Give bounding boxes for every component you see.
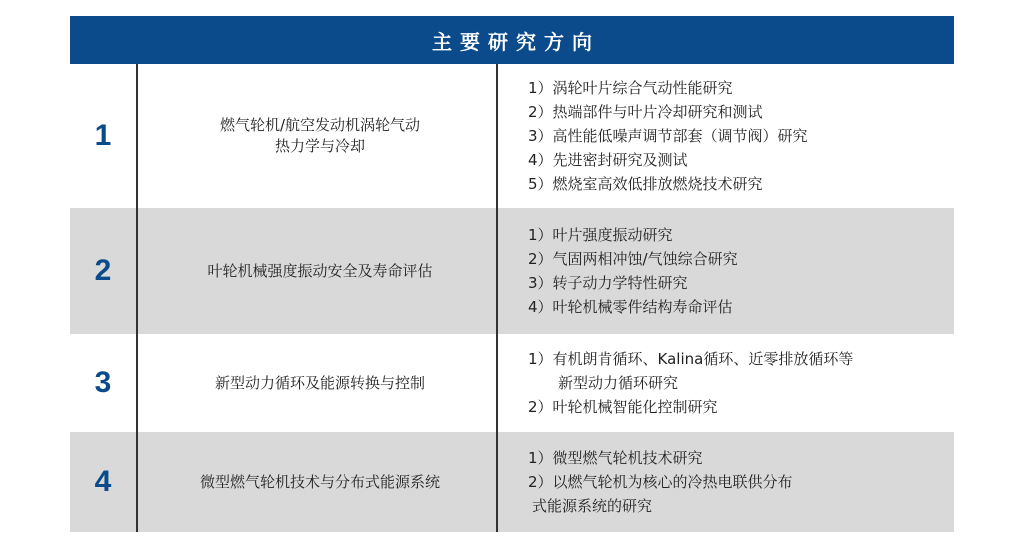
row-number: 1 xyxy=(94,119,112,152)
detail-item: 5）燃烧室高效低排放燃烧技术研究 xyxy=(528,175,763,193)
detail-item: 2）以燃气轮机为核心的冷热电联供分布 xyxy=(528,473,793,491)
table-row xyxy=(70,432,954,532)
topic-line: 热力学与冷却 xyxy=(274,137,365,155)
row-topic xyxy=(136,334,498,432)
row-details xyxy=(498,64,954,208)
table-row xyxy=(70,208,954,334)
row-number: 4 xyxy=(94,465,112,498)
topic-line: 燃气轮机/航空发动机涡轮气动 xyxy=(219,116,421,134)
topic-line: 微型燃气轮机技术与分布式能源系统 xyxy=(199,472,440,491)
row-number: 3 xyxy=(94,366,112,399)
detail-item: 新型动力循环研究 xyxy=(558,374,679,392)
detail-item: 1）有机朗肯循环、Kalina循环、近零排放循环等 xyxy=(528,350,854,368)
research-directions-table xyxy=(70,16,954,532)
detail-item: 1）叶片强度振动研究 xyxy=(528,226,673,244)
row-details xyxy=(498,334,954,432)
table-title: 主要研究方向 xyxy=(432,29,600,54)
table-row xyxy=(70,334,954,432)
detail-item: 1）涡轮叶片综合气动性能研究 xyxy=(528,79,733,97)
topic-line: 叶轮机械强度振动安全及寿命评估 xyxy=(207,261,433,280)
detail-item: 3）高性能低噪声调节部套（调节阀）研究 xyxy=(528,127,808,145)
topic-line: 新型动力循环及能源转换与控制 xyxy=(214,373,425,392)
row-topic xyxy=(136,432,498,532)
row-details xyxy=(498,208,954,334)
detail-item: 2）气固两相冲蚀/气蚀综合研究 xyxy=(528,250,738,268)
detail-item: 3）转子动力学特性研究 xyxy=(528,274,688,292)
detail-item: 4）叶轮机械零件结构寿命评估 xyxy=(528,298,733,316)
detail-item: 2）热端部件与叶片冷却研究和测试 xyxy=(528,103,763,121)
row-details xyxy=(498,432,954,532)
table-row xyxy=(70,64,954,208)
row-topic xyxy=(136,208,498,334)
row-topic xyxy=(136,64,498,208)
table-header xyxy=(70,16,954,64)
detail-item: 1）微型燃气轮机技术研究 xyxy=(528,449,703,467)
detail-item: 4）先进密封研究及测试 xyxy=(528,151,688,169)
detail-item: 式能源系统的研究 xyxy=(532,497,653,515)
row-number: 2 xyxy=(94,254,112,287)
detail-item: 2）叶轮机械智能化控制研究 xyxy=(528,398,718,416)
